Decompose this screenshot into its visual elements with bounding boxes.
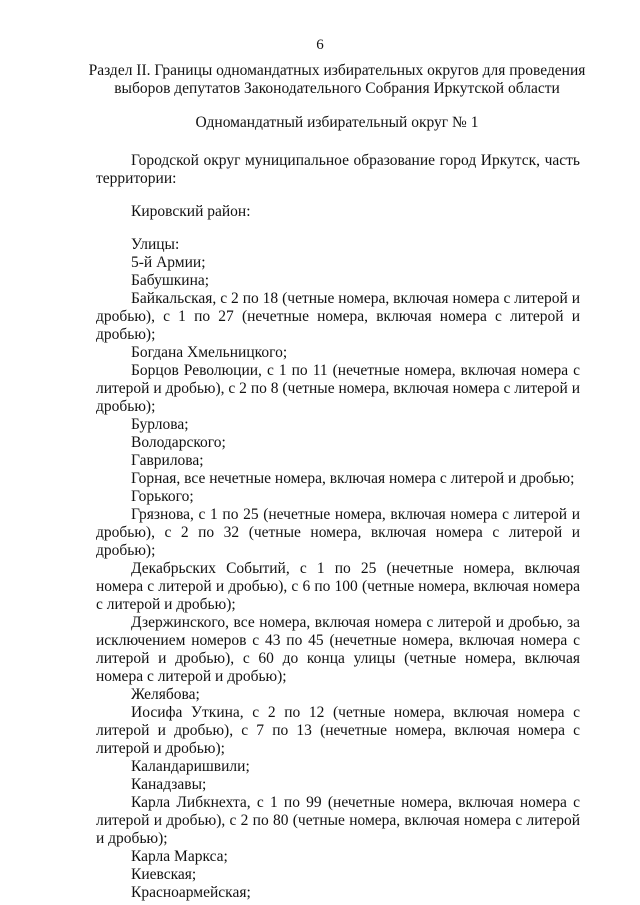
street-item: Карла Маркса; [131,848,228,865]
street-item: Богдана Хмельницкого; [131,344,288,361]
region-heading: Кировский район: [131,203,251,220]
street-item: Канадзавы; [131,776,207,793]
street-item: Гаврилова; [131,452,204,469]
street-item: Бабушкина; [131,272,210,289]
street-item: Дзержинского, все номера, включая номера с литерой и дробью, за исключением номеров с 43 по 45 (нечетные номера, включая номера с литерой и дробью), с 60 до конца улицы (четные номера, включая номера с литерой и дробью); [96,614,580,685]
street-item: Карла Либкнехта, с 1 по 99 (нечетные номера, включая номера с литерой и дробью), с 2 по 80 (четные номера, включая номера с литерой и дробью); [96,794,580,847]
street-item: Байкальская, с 2 по 18 (четные номера, включая номера с литерой и дробью), с 1 по 27 (нечетные номера, включая номера с литерой и дробью); [96,290,580,343]
street-item: Борцов Революции, с 1 по 11 (нечетные номера, включая номера с литерой и дробью), с 2 по 8 (четные номера, включая номера с литерой и дробью); [96,362,580,415]
street-item: Володарского; [131,434,226,451]
street-item: Красноармейская; [131,884,251,901]
street-list [96,254,580,902]
street-item: Киевская; [131,866,197,883]
page-number: 6 [316,37,324,53]
street-item: Каландаришвили; [131,758,250,775]
street-item: Грязнова, с 1 по 25 (нечетные номера, включая номера с литерой и дробью), с 2 по 32 (четные номера, включая номера с литерой и дробью); [96,506,580,559]
street-item: 5-й Армии; [131,254,206,271]
street-item: Иосифа Уткина, с 2 по 12 (четные номера, включая номера с литерой и дробью), с 7 по 13 (нечетные номера, включая номера с литерой и дробью); [96,704,580,757]
street-item: Желябова; [131,686,200,703]
street-item: Горная, все нечетные номера, включая номера с литерой и дробью; [131,470,575,487]
street-item: Декабрьских Событий, с 1 по 25 (нечетные номера, включая номера с литерой и дробью), с 6 по 100 (четные номера, включая номера с литерой и дробью); [96,560,580,613]
district-title: Одномандатный избирательный округ № 1 [195,114,479,131]
intro-paragraph: Городской округ муниципальное образование город Иркутск, часть территории: [96,152,580,187]
street-item: Горького; [131,488,194,505]
section-title: Раздел II. Границы одномандатных избирательных округов для проведения выборов депутатов Законодательного Собрания Иркутской области [88,62,586,97]
streets-label: Улицы: [131,236,180,253]
street-item: Бурлова; [131,416,189,433]
